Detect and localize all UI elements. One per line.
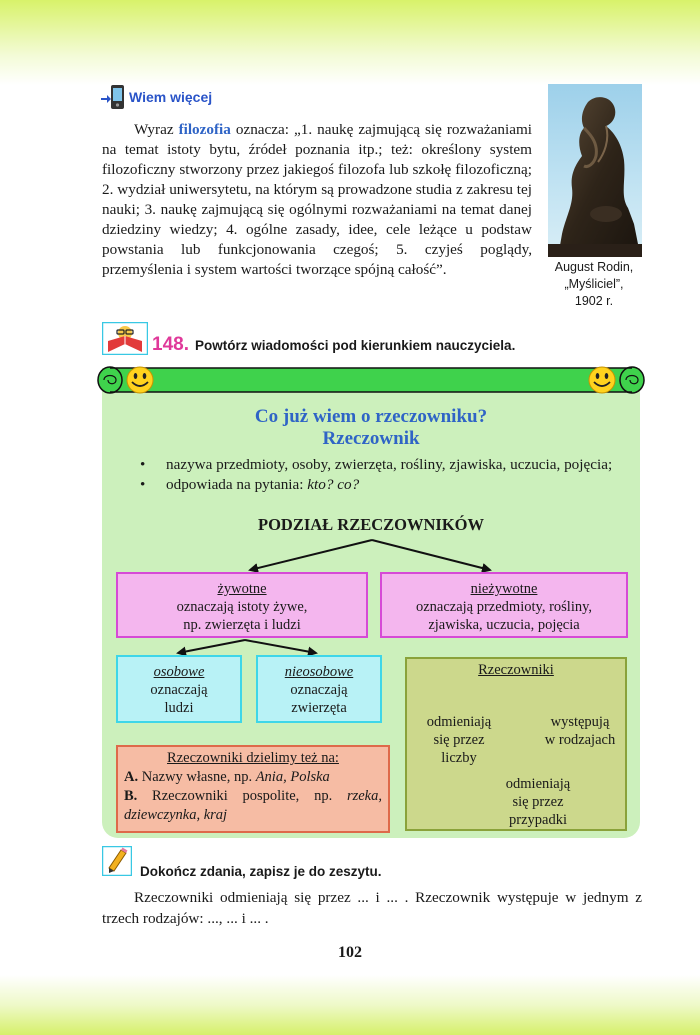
page-number: 102 — [338, 944, 362, 961]
smiley-icon-left — [127, 367, 153, 393]
pencil-icon — [102, 846, 132, 876]
box-title-question: Co już wiem o rzeczowniku? — [254, 406, 488, 427]
scroll-banner — [96, 364, 646, 396]
exercise-instruction-2: Dokończ zdania, zapisz je do zeszytu. — [140, 864, 382, 879]
reading-child-icon — [102, 322, 148, 355]
caption-title: „Myśliciel”, — [564, 277, 624, 291]
smiley-icon-right — [589, 367, 615, 393]
definition-list — [140, 455, 636, 495]
list-item: • odpowiada na pytania: kto? co? — [140, 475, 636, 495]
dzielimy-box — [116, 745, 390, 833]
exercise-sentence: Rzeczowniki odmieniają się przez ... i ... . Rzeczownik występuje w jednym z trzech rodzajów: ..., ... i ... . — [102, 889, 642, 927]
thinker-statue-image — [548, 84, 642, 257]
list-item: • nazywa przedmioty, osoby, zwierzęta, rośliny, zjawiska, uczucia, pojęcia; — [140, 455, 636, 475]
osobowe-heading: osobowe — [153, 664, 205, 680]
intro-rest: oznacza: „1. naukę zajmującą się rozważaniami na temat istoty bytu, źródeł poznania itp.; też: określony system filozoficzny stworzony przez jakiegoś filozofa lub szkołę filozoficzną; 2. wydział uniwersytetu, na którym są prowadzone studia z zakresu tej nauki; 3. naukę zajmującą się ogólnymi rozważaniami na temat danej dziedziny wiedzy; 4. ogólne zasady, idee, cele leżące u podstaw powstania lub funkcjonowania czegoś; 5. czyjeś poglądy, przemyślenia i system wartości tworzące spójną całość”. — [102, 121, 532, 278]
box-title-rzeczownik: Rzeczownik — [322, 428, 420, 449]
zywotne-box: żywotne oznaczają istoty żywe, np. zwierzęta i ludzi — [116, 572, 368, 638]
box-title — [102, 406, 640, 450]
phone-icon — [100, 84, 126, 110]
wiem-wiecej-label: Wiem więcej — [129, 89, 213, 105]
rzeczowniki-box — [405, 657, 627, 831]
intro-start: Wyraz — [134, 121, 179, 138]
rzeczowniki-heading: Rzeczowniki — [478, 662, 554, 678]
caption-author: August Rodin, — [554, 260, 634, 274]
image-caption — [538, 259, 650, 310]
zywotne-heading: żywotne — [217, 581, 267, 597]
niezywotne-box: nieżywotne oznaczają przedmioty, rośliny, zjawiska, uczucia, pojęcia — [380, 572, 628, 638]
rzeczowniki-rodzaje: występują w rodzajach — [544, 714, 616, 748]
osobowe-box: osobowe oznaczają ludzi — [116, 655, 242, 723]
dzielimy-item-b: B. Rzeczowniki pospolite, np. rzeka, dziewczynka, kraj — [124, 788, 382, 823]
exercise-instruction: Powtórz wiadomości pod kierunkiem nauczyciela. — [194, 338, 516, 353]
wiem-wiecej-heading — [100, 84, 212, 110]
exercise-number: 148. — [152, 334, 189, 355]
rzeczowniki-przypadki: odmieniają się przez przypadki — [505, 776, 571, 828]
nieosobowe-heading: nieosobowe — [284, 664, 354, 680]
caption-year: 1902 r. — [574, 294, 614, 308]
niezywotne-heading: nieżywotne — [470, 581, 538, 597]
intro-paragraph — [102, 120, 532, 280]
rzeczowniki-liczby: odmieniają się przez liczby — [426, 714, 492, 766]
dzielimy-heading: Rzeczowniki dzielimy też na: — [167, 750, 339, 766]
keyword-filozofia: filozofia — [178, 121, 231, 138]
exercise-148 — [152, 334, 515, 356]
podzial-heading: PODZIAŁ RZECZOWNIKÓW — [258, 515, 484, 534]
nieosobowe-box: nieosobowe oznaczają zwierzęta — [256, 655, 382, 723]
dzielimy-item-a: A. Nazwy własne, np. Ania, Polska — [124, 769, 330, 785]
